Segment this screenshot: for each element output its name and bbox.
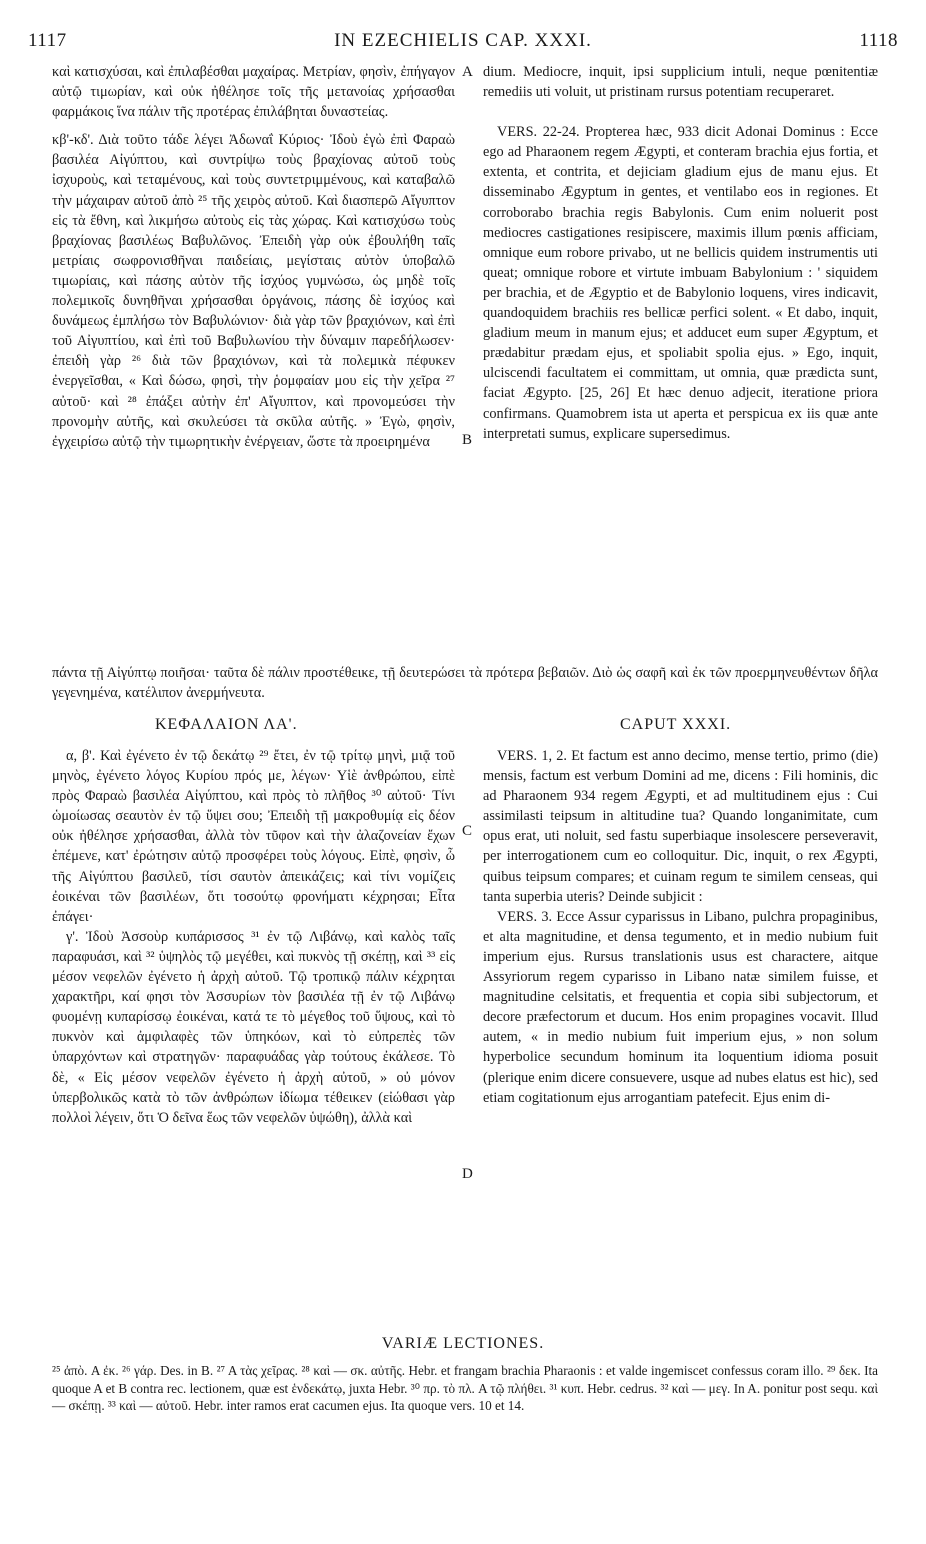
greek-paragraph: α, β'. Καὶ ἐγένετο ἐν τῷ δεκάτῳ ²⁹ ἔτει, ἐν τῷ τρίτῳ μηνὶ, μιᾷ τοῦ μηνὸς, ἐγένετο λόγος Κυρίου πρός με, λέγων· Υἱὲ ἀνθρώπου, εἰπὲ πρὸς Φαραὼ βασιλέα Αἰγύπτου, καὶ πρὸς τὸ πλῆθος ³⁰ αὐτοῦ· Τίνι ὡμοίωσας σεαυτὸν ἐν τῷ ὕψει σου; Ἐπειδὴ τῇ μακροθυμίᾳ εἰς δέον οὐκ ἠθέλησε χρήσασθαι, ἀλλὰ τὸν τῦφον καὶ τὴν ἀλαζονείαν ἔχων ἐπέμενε, κατ' ἐρώτησιν αὐτῷ προσφέρει τοὺς λόγους. Εἰπὲ, φησὶν, ὦ τῆς Αἰγύπτου βασιλεῦ, τίσι σαυτὸν ἀπεικάζεις; καὶ τίνι νομίζεις ἐοικέναι τῶν βασιλέων, ὅτι τοσούτῳ φρονήματι κέχρησαι; Εἶτα ἐπάγει· <box>52 748 455 925</box>
greek-column-chapter <box>52 746 455 1128</box>
left-page-number: 1117 <box>28 30 67 51</box>
latin-paragraph: dium. Mediocre, inquit, ipsi supplicium intuli, neque pœnitentiæ remediis uti voluit, ut pristinam rursus potentiam recuperaret. <box>483 64 878 101</box>
latin-column-top <box>483 62 878 444</box>
greek-full-width-text: πάντα τῇ Αἰγύπτῳ ποιῆσαι· ταῦτα δὲ πάλιν προστέθεικε, τῇ δευτερώσει τὰ πρότερα βεβαιῶν. Διὸ ὡς σαφῆ καὶ ἐκ τῶν προερμηνευθέντων δῆλα γεγενημένα, κατέλιπον ἀνερμήνευτα. <box>52 665 878 701</box>
right-page-number: 1118 <box>859 30 898 51</box>
variae-lectiones-heading: VARIÆ LECTIONES. <box>381 1335 545 1352</box>
latin-paragraph: VERS. 22-24. Propterea hæc, 933 dicit Adonai Dominus : Ecce ego ad Pharaonem regem Ægypti, et conteram brachia ejus fortia, et extenta, et contrita, et dejiciam gladium ejus de manu ejus. Et disseminabo Ægyptum in gentes, et ventilabo eos in regiones. Et corroborabo brachia regis Babylonis. Cum enim noluerit post mediocres castigationes resipiscere, maximis illum pœnis afficiam, omnique eum robore privabo, ut ne bellicis quidem instrumentis uti queat; omnique robore et virtute imbuam Babylonium : ' siquidem per brachia, et de Ægyptio et de Babylonio loquens, vires indicavit, quandoquidem brachiis res bellicæ perfici solent. « Et dabo, inquit, gladium meum in manum ejus; et adducet eum super Ægyptum, et prædabitur prædam ejus, et spoliabit spolia ejus. » Ego, inquit, ulciscendi facultatem ei committam, ut omnia, quæ prædicta sunt, faciat Ægypto. [25, 26] Et hæc denuo adjecit, iteratione priora confirmans. Quamobrem ista ut aperta et perspicua ex iis quæ ante interpretati sumus, explicare supersedimus. <box>483 124 878 442</box>
page-header <box>28 30 898 56</box>
margin-letter-c: C <box>462 823 473 839</box>
margin-letter-a: A <box>462 64 473 80</box>
greek-paragraph: κβ'-κδ'. Διὰ τοῦτο τάδε λέγει Ἀδωναΐ Κύριος· Ἰδοὺ ἐγὼ ἐπὶ Φαραὼ βασιλέα Αἰγύπτου, καὶ συντρίψω τοὺς βραχίονας αὐτοῦ τοὺς ἰσχυροὺς, καὶ τεταμένους, καὶ τοὺς συντετριμμένους, καὶ καταβαλῶ τὴν μάχαιραν αὐτοῦ ἀπὸ ²⁵ τῆς χειρὸς αὐτοῦ. Καὶ διασπερῶ Αἴγυπτον εἰς τὰ ἔθνη, καὶ λικμήσω αὐτοὺς εἰς τὰς χώρας. Καὶ κατισχύσω τοὺς βραχίονας βασιλέως Βαβυλῶνος. Ἐπειδὴ γὰρ οὐκ ἐβουλήθη ταῖς μετρίαις σωφρονισθῆναι παιδείαις, μεγίσταις αὐτὸν ὑποβαλῶ τιμωρίαις, καὶ πάσης αὐτὸν τῆς ἰσχύος γυμνώσω, ὡς μηδὲ τοῖς πολεμικοῖς δυνηθῆναι χρήσασθαι ὀργάνοις, πάσης δὲ ἰσχύος καὶ δυνάμεως ἐμπλήσω τὸν Βαβυλώνιον· διὰ γὰρ τῶν βραχιόνων, καὶ ἐπὶ τοῦ Αἰγυπτίου, καὶ ἐπὶ τοῦ Βαβυλωνίου τὴν δύναμιν παρεδήλωσεν· ἐπειδὴ γὰρ ²⁶ διὰ τῶν βραχιόνων, καὶ τὰ πολεμικὰ πέφυκεν ἐνεργεῖσθαι, « Καὶ δώσω, φησὶ, τὴν ῥομφαίαν μου εἰς τὴν χεῖρα ²⁷ αὐτοῦ· καὶ ²⁸ ἐπάξει αὐτὴν ἐπ' Αἴγυπτον, καὶ προνομεύσει τὴν προνομὴν αὐτῆς, καὶ σκυλεύσει τὰ σκῦλα αὐτῆς. » Ἐγὼ, φησὶν, ἐγχειρίσω αὐτῷ τὴν τιμωρητικὴν ἐνέργειαν, ὥστε τὰ προειρημένα <box>52 132 455 450</box>
greek-paragraph: γ'. Ἰδοὺ Ἀσσοὺρ κυπάρισσος ³¹ ἐν τῷ Λιβάνῳ, καὶ καλὸς ταῖς παραφυάσι, καὶ ³² ὑψηλὸς τῷ μεγέθει, καὶ πυκνὸς τῇ σκέπῃ, καὶ ³³ εἰς μέσον νεφελῶν ἐγένετο ἡ ἀρχὴ αὐτοῦ. Τῷ τροπικῷ πάλιν κέχρηται χαρακτῆρι, καί φησι τὸν Ἀσσυρίων τὸν βασιλέα τῇ ἐν τῷ Λιβάνῳ φυομένῃ κυπαρίσσῳ ἐοικέναι, κατά τε τὸ μέγεθος τοῦ ὕψους, καὶ τὸ πυκνὸν καὶ ἀμφιλαφὲς τῶν ὑπηκόων, καὶ τὸ εὐπρεπὲς τῶν ὑπαρχόντων καὶ στρατηγῶν· παραφυάδας γὰρ τούτους ἐκάλεσε. Τὸ δὲ, « Εἰς μέσον νεφελῶν ἐγένετο ἡ ἀρχὴ αὐτοῦ, » οὐ μόνον ὑπερβολικῶς κατὰ τὸ τῶν ἀνθρώπων ἰδίωμα τέθεικεν (εἰώθασι γὰρ πολλοὶ λέγειν, ὅτι Ὁ δεῖνα ἕως τῶν νεφελῶν ὑψώθη), ἀλλὰ καὶ <box>52 928 455 1126</box>
latin-column-chapter <box>483 746 878 1108</box>
margin-letter-b: B <box>462 432 473 448</box>
greek-paragraph: καὶ κατισχύσαι, καὶ ἐπιλαβέσθαι μαχαίρας. Μετρίαν, φησὶν, ἐπήγαγον αὐτῷ τιμωρίαν, καὶ οὐκ ἠθέλησε τοῖς τῆς μετανοίας χρήσασθαι φαρμάκοις ἵνα πάλιν τῆς προτέρας ἐπιλάβηται δυναστείας. <box>52 64 455 121</box>
variae-lectiones-notes: ²⁵ ἀπὸ. A ἐκ. ²⁶ γάρ. Des. in B. ²⁷ A τὰς χεῖρας. ²⁸ καὶ — σκ. αὐτῆς. Hebr. et frangam brachia Pharaonis : et valde ingemiscet confessus coram illo. ²⁹ δεκ. Ita quoque A et B contra rec. lectionem, quæ est ἑνδεκάτῳ, juxta Hebr. ³⁰ πρ. τὸ πλ. A τῷ πλήθει. ³¹ κυπ. Hebr. cedrus. ³² καὶ — μεγ. In A. ponitur post sequ. καὶ — σκέπῃ. ³³ καὶ — αὐτοῦ. Hebr. inter ramos erat cacumen ejus. Ita quoque vers. 10 et 14. <box>52 1363 878 1414</box>
latin-paragraph: VERS. 3. Ecce Assur cyparissus in Libano, pulchra propaginibus, et alta magnitudine, et densa tegumento, et in medio nubium fuit imperium ejus. Rursus translationis usus est charactere, aitque Assyriorum regem cyparisso in Libano natæ similem fuisse, et magnitudine celsitatis, et frequentia et copia sibi subjectorum, et decore præfectorum et ducum. Hos enim propagines vocavit. Illud autem, « in medio nubium fuit imperium ejus, » non solum hyperbolice secundum hominum ita loquentium idioma posuit (plerique enim dicere consuevere, usque ad nubes elatus est hic), sed etiam cogitationum ejus arrogantiam patefecit. Ejus enim di- <box>483 908 878 1106</box>
greek-column-top <box>52 62 455 452</box>
latin-chapter-heading: CAPUT XXXI. <box>620 716 732 733</box>
margin-letter-d: D <box>462 1166 473 1182</box>
latin-paragraph: VERS. 1, 2. Et factum est anno decimo, mense tertio, primo (die) mensis, factum est verbum Domini ad me, dicens : Fili hominis, dic ad Pharaonem 934 regem Ægypti, et ad multitudinem ejus : Cui assimilasti teipsum in altitudine tua? Quando longanimitate, cum opus erat, uti noluit, sed fastu superbiaque insolescere perseveravit, per interrogationem cum eo colloquitur. Dic, inquit, o rex Ægypti, quibus teipsum compares; et cuinam regum te similem censeas, qui tanta superbia uteris? Deinde subjicit : <box>483 748 878 905</box>
running-title: IN EZECHIELIS CAP. XXXI. <box>334 30 592 51</box>
greek-chapter-heading: ΚΕΦΑΛΑΙΟΝ ΛΑ'. <box>155 716 298 733</box>
